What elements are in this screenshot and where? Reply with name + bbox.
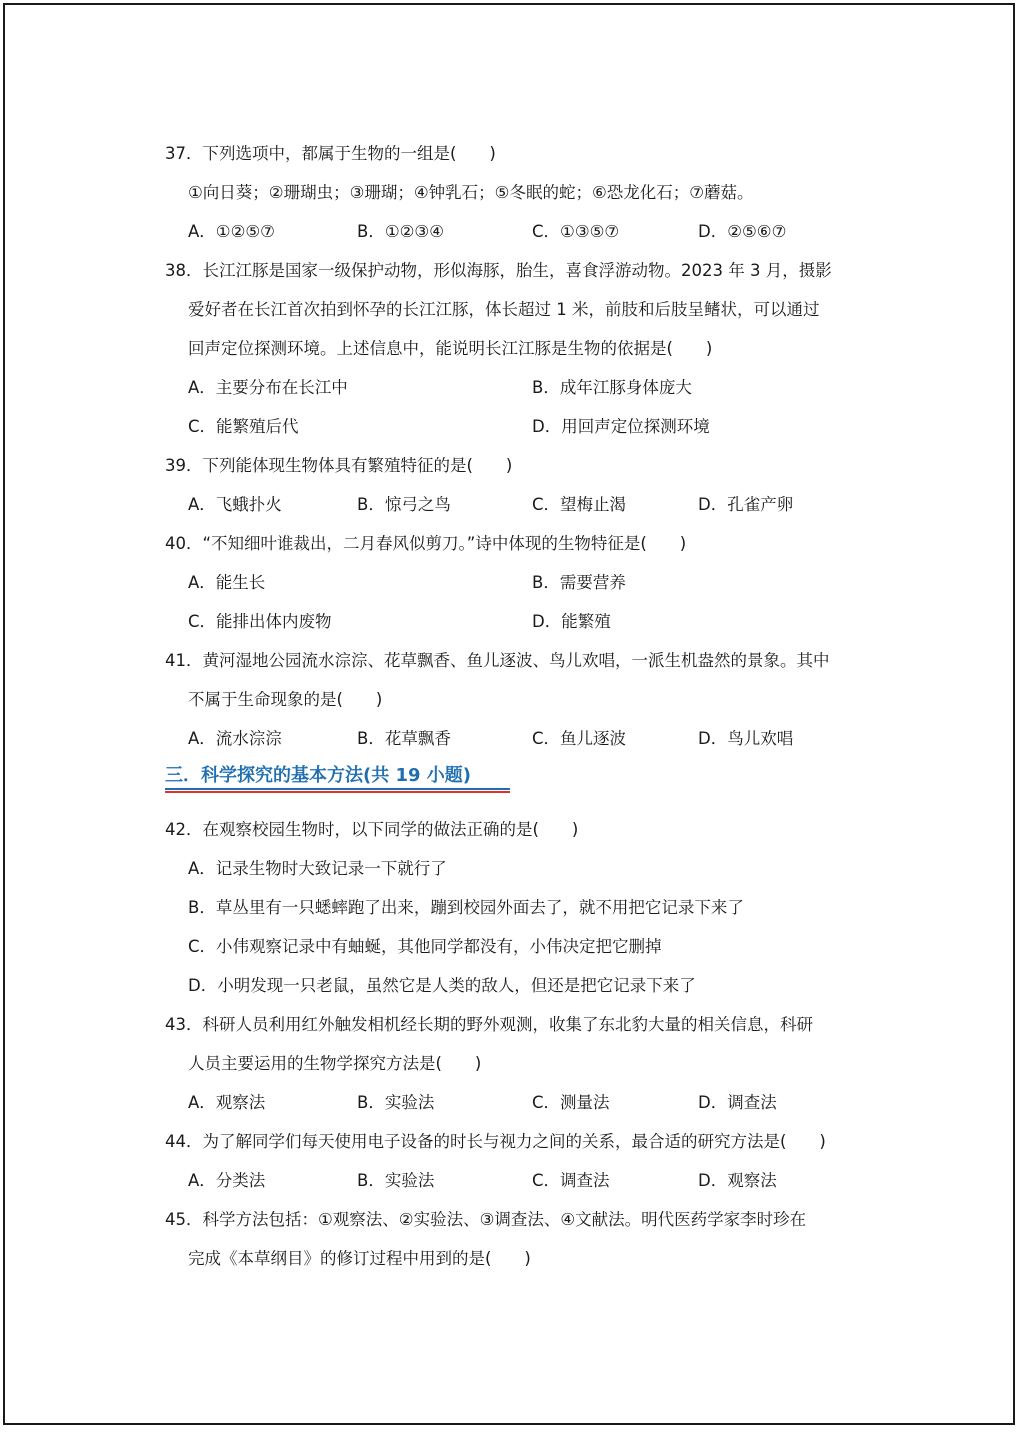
- question-40-stem: 40．“不知细叶谁裁出，二月春风似剪刀。”诗中体现的生物特征是( ): [165, 534, 687, 553]
- question-43-option-c: C．测量法: [532, 1093, 610, 1112]
- question-38-stem-line-1: 38．长江江豚是国家一级保护动物，形似海豚，胎生，喜食浮游动物。2023 年 3 月，摄影: [165, 261, 832, 280]
- question-40-option-b: B．需要营养: [532, 573, 626, 592]
- question-42-stem: 42．在观察校园生物时，以下同学的做法正确的是( ): [165, 820, 579, 839]
- question-37-items: ①向日葵；②珊瑚虫；③珊瑚；④钟乳石；⑤冬眠的蛇；⑥恐龙化石；⑦蘑菇。: [188, 183, 754, 202]
- question-40-option-d: D．能繁殖: [532, 612, 611, 631]
- question-41-option-b: B．花草飘香: [357, 729, 451, 748]
- question-44-stem: 44．为了解同学们每天使用电子设备的时长与视力之间的关系，最合适的研究方法是( ): [165, 1132, 826, 1151]
- question-42-option-c: C．小伟观察记录中有蚰蜒，其他同学都没有，小伟决定把它删掉: [188, 937, 662, 956]
- question-44-option-b: B．实验法: [357, 1171, 435, 1190]
- question-39-option-c: C．望梅止渴: [532, 495, 627, 514]
- question-45-stem-line-2: 完成《本草纲目》的修订过程中用到的是( ): [188, 1249, 531, 1268]
- question-43-stem-line-1: 43．科研人员利用红外触发相机经长期的野外观测，收集了东北豹大量的相关信息，科研: [165, 1015, 813, 1034]
- question-37-stem: 37．下列选项中，都属于生物的一组是( ): [165, 144, 496, 163]
- question-38-option-b: B．成年江豚身体庞大: [532, 378, 692, 397]
- question-39-option-a: A．飞蛾扑火: [188, 495, 282, 514]
- question-37-option-b: B．①②③④: [357, 222, 444, 241]
- question-44-option-c: C．调查法: [532, 1171, 610, 1190]
- question-38-stem-line-3: 回声定位探测环境。上述信息中，能说明长江江豚是生物的依据是( ): [188, 339, 713, 358]
- question-38-option-a: A．主要分布在长江中: [188, 378, 348, 397]
- section-heading-underline-red: [165, 791, 510, 793]
- question-39-option-d: D．孔雀产卵: [698, 495, 794, 514]
- question-43-stem-line-2: 人员主要运用的生物学探究方法是( ): [188, 1054, 482, 1073]
- question-42-option-b: B．草丛里有一只蟋蟀跑了出来，蹦到校园外面去了，就不用把它记录下来了: [188, 898, 744, 917]
- section-heading: 三．科学探究的基本方法(共 19 小题): [165, 765, 472, 786]
- question-44-option-d: D．观察法: [698, 1171, 777, 1190]
- question-37-option-c: C．①③⑤⑦: [532, 222, 620, 241]
- question-41-stem-line-2: 不属于生命现象的是( ): [188, 690, 383, 709]
- question-42-option-a: A．记录生物时大致记录一下就行了: [188, 859, 447, 878]
- question-43-option-a: A．观察法: [188, 1093, 266, 1112]
- question-37-option-d: D．②⑤⑥⑦: [698, 222, 787, 241]
- question-41-option-c: C．鱼儿逐波: [532, 729, 627, 748]
- question-42-option-d: D．小明发现一只老鼠，虽然它是人类的敌人，但还是把它记录下来了: [188, 976, 696, 995]
- question-37-option-a: A．①②⑤⑦: [188, 222, 275, 241]
- section-heading-underline-blue: [165, 788, 510, 790]
- question-40-option-c: C．能排出体内废物: [188, 612, 332, 631]
- question-45-stem-line-1: 45．科学方法包括：①观察法、②实验法、③调查法、④文献法。明代医药学家李时珍在: [165, 1210, 807, 1229]
- question-39-stem: 39．下列能体现生物体具有繁殖特征的是( ): [165, 456, 513, 475]
- question-41-option-a: A．流水淙淙: [188, 729, 282, 748]
- question-44-option-a: A．分类法: [188, 1171, 266, 1190]
- question-43-option-b: B．实验法: [357, 1093, 435, 1112]
- question-41-option-d: D．鸟儿欢唱: [698, 729, 794, 748]
- question-38-option-d: D．用回声定位探测环境: [532, 417, 710, 436]
- question-41-stem-line-1: 41．黄河湿地公园流水淙淙、花草飘香、鱼儿逐波、鸟儿欢唱，一派生机盎然的景象。其中: [165, 651, 830, 670]
- question-40-option-a: A．能生长: [188, 573, 266, 592]
- question-38-option-c: C．能繁殖后代: [188, 417, 299, 436]
- question-43-option-d: D．调查法: [698, 1093, 777, 1112]
- question-38-stem-line-2: 爱好者在长江首次拍到怀孕的长江江豚，体长超过 1 米，前肢和后肢呈鳍状，可以通过: [188, 300, 820, 319]
- question-39-option-b: B．惊弓之鸟: [357, 495, 451, 514]
